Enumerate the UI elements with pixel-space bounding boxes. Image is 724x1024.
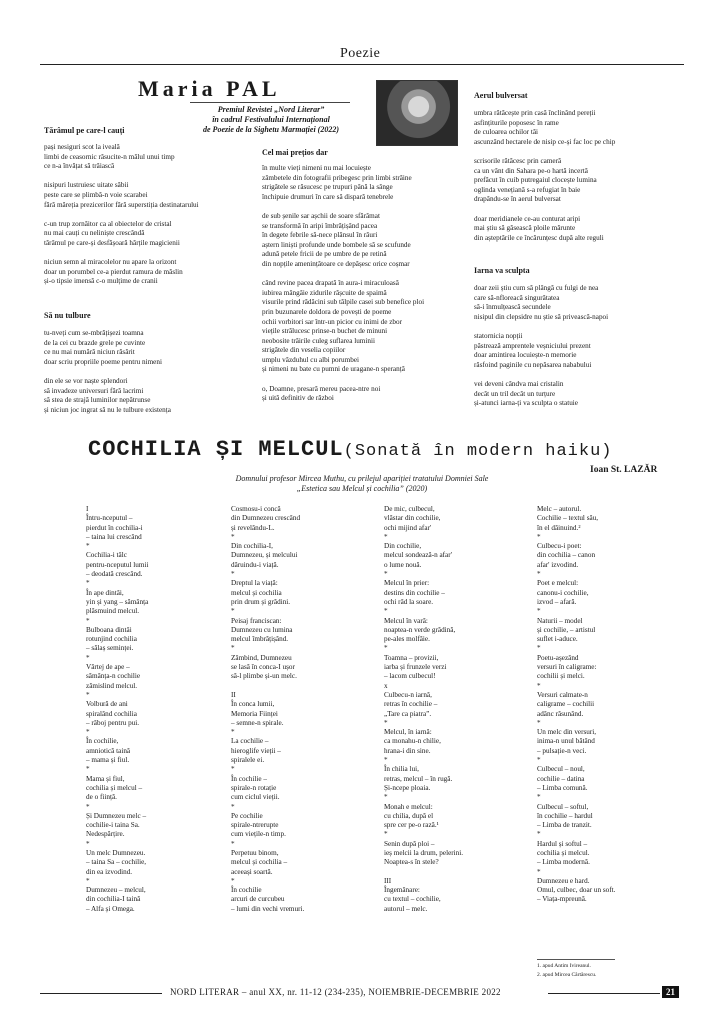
footnote-rule [537, 959, 615, 960]
haiku-column-1: I Întru-nceputul – pierdut în cochilia-i – taina lui crescând * Cochilia-i tâlc pentru-nceputul lumii – deodată crescând. * În ape dintâi, yin și yang – sămânța plăsmuind melcul. * Bulboana dintâi rotunjind cochilia – sălaș seminței. * Vârtej de ape – sămânța-n cochilie zămislind melcul. * Volbură de ani spiralând cochilia – râboj pentru pui. * În cochilie, amniotică taină – mama și fiul. * Mama și fiul, cochilia și melcul – de o ființă. * Și Dumnezeu melc – cochilie-i taina Sa. Nedespărțire. * Un melc Dumnezeu. – taina Sa – cochilie, din ea izvodind. * Dumnezeu – melcul, din cochilia-I taină – Alfa și Omega. [86, 505, 149, 913]
poem-text: tu-nveți cum se-mbrățișezi toamna de la cei cu brazde grele pe cuvinte ce nu mai numără niciun răsărit doar scriu propriile poeme pentru nimeni din ele se vor naște splendori să invadeze universuri fără lacrimi să stea de strajă luminilor nepătrunse și niciun joc ingrat să nu le tulbure existența [44, 329, 171, 414]
haiku-column-2: Cosmosu-i concă din Dumnezeu crescând și revelându-L. * Din cochilia-I, Dumnezeu, și melcului dăruindu-i viață. * Dreptul la viață: melcul și cochilia prin drum și grădini. * Peisaj franciscan: Dumnezeu cu lumina melcul îmbrățișând. * Zâmbind, Dumnezeu se lasă în conca-I ușor să-l plimbe și-un melc. II În conca lumii, Memoria Ființei – semne-n spirale. * La cochilie – hieroglife vieții – spiralele ei. * În cochilie – spirale-n rotație cum ciclul vieții. * Pe cochilie spirale-ntrerupte cum viețile-n timp. * Perpetuu binom, melcul și cochilia – aceeași soartă. * În cochilie arcuri de curcubeu – lumi din vechi vremuri. [231, 505, 305, 913]
poem-title: Tărâmul pe care-l cauți [44, 126, 125, 135]
prize-note: Premiul Revistei „Nord Literar” în cadrul Festivalului Internațional de Poezie de la Sighetu Marmației (2022) [203, 105, 339, 134]
author-byline: Ioan St. LAZĂR [590, 465, 658, 475]
dedication: Domnului profesor Mircea Muthu, cu prilejul apariției tratatului Domniei Sale „Estetica sau Melcul și cochilia” (2020) [235, 474, 489, 493]
poem-title: Să nu tulbure [44, 311, 91, 320]
poem-text: doar zeii știu cum să plângă cu fulgi de nea care să-nfloreacă singurătatea să-i înmulțească secundele nisipul din clepsidre nu știe să privească-napoi statornicia nopții păstrează amprentele veșniciului prezent doar amintirea locuiește-n memorie răsfoind paginile cu nepăsarea nababului vei deveni cândva mai cristalin decât un tril decât un turțure și-atunci iarna-ți va sculpta o statuie [474, 284, 609, 408]
section-title: Poezie [340, 46, 381, 61]
poem-cycle-title: COCHILIA ȘI MELCUL(Sonată în modern haiku) [88, 437, 613, 462]
prize-rule [190, 102, 350, 103]
haiku-column-3: De mic, culbecul, vlăstar din cochilie, ochi mijind afar' * Din cochilie, melcul sondează-n afar' o lume nouă. * Melcul în prier: destins din cochilie – ochi râd la soare. * Melcul în vară: noaptea-n verde grădină, pe-ales molfăie. * Toamna – provizii, iarba și frunzele verzi – lacom culbecul! x Culbecu-n iarnă, retras în cochilie – „Tare ca piatra”. * Melcul, în iarnă: ca monahu-n chilie, hrana-i din sine. * În chilia lui, retras, melcul – în rugă. Și-ncepe ploaia. * Monah e melcul: cu chilia, după el spre cer pe-o rază.¹ * Senin după ploi – ieș melcii la drum, pelerini. Noaptea-s în stele? III Îngemânare: cu textul – cochilie, autorul – melc. [384, 505, 464, 913]
header-rule [40, 64, 684, 65]
poem-title: Aerul bulversat [474, 91, 528, 100]
author-name: Maria PAL [138, 76, 281, 101]
poem-text: în multe vieți nimeni nu mai locuiește zâmbetele din fotografii pribegesc prin limbi străine strigătele se răsucesc pe trupuri până la sânge închipuie drumuri în care să dispară tenebrele de sub șenile sar așchii de soare sfărâmat se transformă în aripi îmbrățișând pacea în degete febrile să-nece plânsul în râuri aștern liniști profunde unde bombele să se scufunde adună petele fricii de pe umbre de pe retină din nopțile amenințătoare ce depășesc orice coșmar când revine pacea drapată în aura-i miraculoasă iubirea mângâie zidurile rășcuite de spaimă visurile prind rădăcini sub tălpile casei sub benefice ploi prin buzunarele doldora de povești de poeme ochii vorbitori sar într-un picior cu inimi de zbor viețile strălucesc prinse-n buchet de minuni neobosite trăirile culeg suflarea luminii strigătele din veselia copiilor umplu văzduhul cu albi porumbei și nimeni nu bate cu pumni de uragane-n speranță o, Doamne, presară mereu pacea-ntre noi și uită definitiv de război [262, 164, 425, 403]
poem-text: umbra rătăcește prin casă înclinând pereții asfințiturile poposesc în rame de culoarea ochilor tăi ascunzând hectarele de nisip ce-și fac loc pe chip scrisorile rătăcesc prin cameră ca un vânt din Sahara pe-o hartă incertă prefăcut în cuib putregaiul clocește lumina oglinda venețiană s-a refugiat în baie drapându-se în aerul bulversat doar meridianele ce-au conturat aripi mai știu să găsească ploile mărunte din așteptările ce încărunțesc după alte reguli [474, 109, 616, 242]
footer-rule-left [40, 993, 162, 994]
poem-text: pași nesiguri scot la iveală limbi de ceasornic răsucite-n mâlul unui timp ce n-a învățat să trăiască nisipuri lustruiesc uitate săbii peste care se plimbă-n voie scarabei fără măreția prezicerilor fără superstiția destinatarului c-un trup zornăitor ca al obiectelor de cristal nu mai cauți cu neliniște crescândă tărâmul pe care-și desfășoară hărțile magicienii niciun semn al miracolelor nu apare la orizont doar un porumbel ce-a pierdut ramura de măslin și-o tipsie imensă c-o mulțime de cranii [44, 143, 199, 286]
author-photo [376, 80, 458, 146]
poem-title: Cel mai prețios dar [262, 148, 328, 157]
footnotes: 1. apud Antim Ivireanul. 2. apud Mircea Cărtărescu. [537, 963, 597, 978]
poem-title: Iarna va sculpta [474, 266, 530, 275]
footer-rule-right [548, 993, 660, 994]
haiku-column-4: Melc – autorul. Cochilie – textul său, în el dăinuind.² * Culbecu-i poet: din cochilia – canon afar' izvodind. * Poet e melcul: canonu-i cochilie, izvod – afară. * Naturii – model și cochilie, – artistul suflet i-aduce. * Poetu-așezând versuri în caligrame: cochilii și melci. * Versuri calmate-n caligrame – cochilii adânc răsunând. * Un melc din versuri, inima-n unul bătând – pulsație-n veci. * Culbecul – noul, cochilie – datina – Limba comună. * Culbecul – softul, în cochilie – hardul – Limba de tranzit. * Hardul și softul – cochilia și melcul. – Limba modernă. * Dumnezeu e hard. Omul, culbec, doar un soft. – Viața-mpreună. [537, 505, 616, 904]
page-number: 21 [662, 986, 679, 998]
footer-text: NORD LITERAR – anul XX, nr. 11-12 (234-235), NOIEMBRIE-DECEMBRIE 2022 [170, 987, 501, 997]
